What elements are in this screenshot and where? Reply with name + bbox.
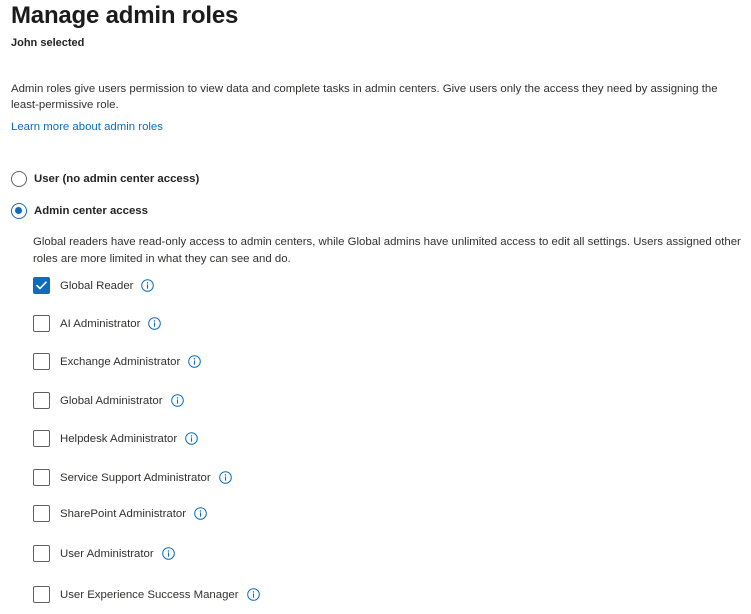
role-checkbox-row[interactable] [33, 505, 207, 522]
learn-more-link[interactable]: Learn more about admin roles [11, 121, 163, 133]
role-checkbox-row[interactable] [33, 469, 232, 486]
radio-label: Admin center access [34, 205, 148, 217]
info-circle-icon[interactable] [148, 317, 161, 330]
info-circle-icon[interactable] [185, 432, 198, 445]
role-checkbox-row[interactable] [33, 353, 201, 370]
info-circle-icon[interactable] [171, 394, 184, 407]
role-checkbox-row[interactable] [33, 430, 198, 447]
role-label: Service Support Administrator [60, 471, 211, 484]
role-checkbox[interactable] [33, 505, 50, 522]
role-checkbox-row[interactable] [33, 277, 154, 294]
info-circle-icon[interactable] [162, 547, 175, 560]
role-label: Exchange Administrator [60, 355, 181, 368]
role-checkbox-row[interactable] [33, 545, 175, 562]
role-checkbox[interactable] [33, 430, 50, 447]
info-circle-icon[interactable] [188, 355, 201, 368]
role-checkbox[interactable] [33, 277, 50, 294]
info-circle-icon[interactable] [247, 588, 260, 601]
role-label: Global Administrator [60, 394, 163, 407]
role-label: User Administrator [60, 547, 154, 560]
info-circle-icon[interactable] [194, 507, 207, 520]
page-title: Manage admin roles [11, 2, 239, 29]
admin-access-description: Global readers have read-only access to admin centers, while Global admins have unlimited access to edit all settings. Users assigned other roles are more limited in what they can see and do. [33, 236, 741, 265]
role-checkbox[interactable] [33, 545, 50, 562]
selected-user-label: John selected [11, 37, 85, 49]
roles-description: Admin roles give users permission to view data and complete tasks in admin centers. Give users only the access they need by assigning the least-permissive role. [11, 83, 718, 111]
info-circle-icon[interactable] [141, 279, 154, 292]
role-checkbox[interactable] [33, 469, 50, 486]
role-checkbox[interactable] [33, 586, 50, 603]
radio-admin-center-access[interactable] [11, 203, 148, 219]
role-checkbox-row[interactable] [33, 315, 161, 332]
radio-user-no-access[interactable] [11, 171, 199, 187]
radio-label: User (no admin center access) [34, 173, 200, 185]
info-circle-icon[interactable] [219, 471, 232, 484]
checkmark-icon [36, 281, 47, 290]
role-checkbox-row[interactable] [33, 586, 260, 603]
role-checkbox[interactable] [33, 392, 50, 409]
radio-button[interactable] [11, 203, 27, 219]
role-checkbox-row[interactable] [33, 392, 184, 409]
role-checkbox[interactable] [33, 353, 50, 370]
role-label: Global Reader [60, 279, 134, 292]
role-label: User Experience Success Manager [60, 588, 239, 601]
role-label: Helpdesk Administrator [60, 432, 178, 445]
role-label: AI Administrator [60, 317, 141, 330]
role-checkbox[interactable] [33, 315, 50, 332]
radio-button[interactable] [11, 171, 27, 187]
role-label: SharePoint Administrator [60, 507, 186, 520]
